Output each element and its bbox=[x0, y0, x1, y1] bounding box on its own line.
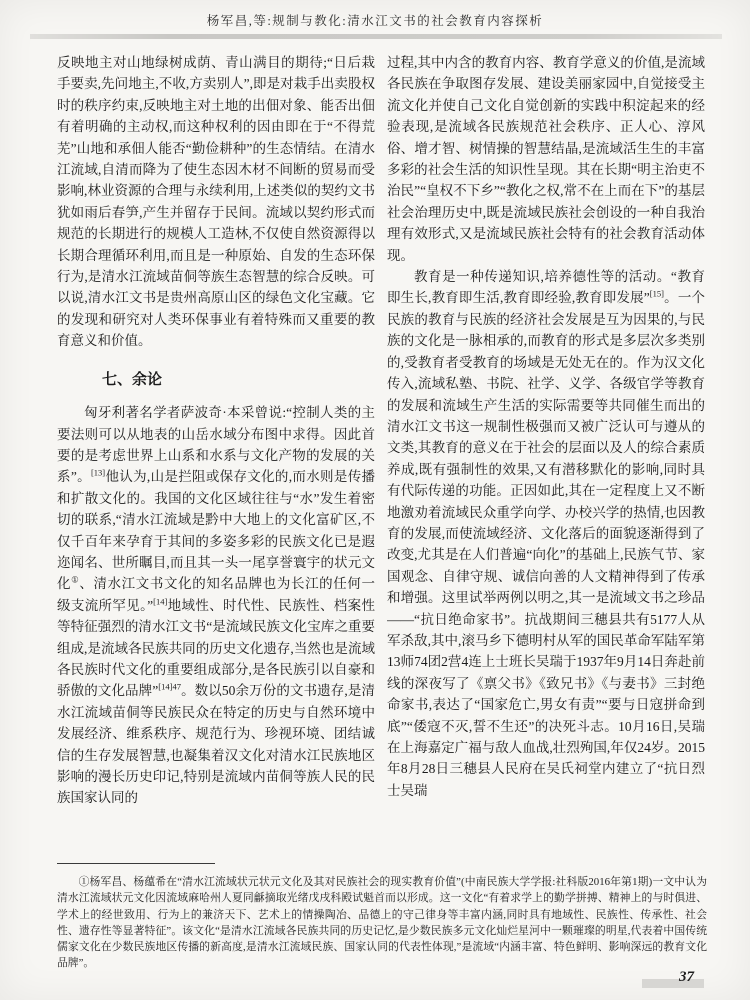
header-rule bbox=[30, 34, 722, 39]
footnote: ①杨军昌、杨蕴希在“清水江流域状元状元文化及其对民族社会的现实教育价值”(中南民族大学学报:社科版2016年第1期)一文中认为清水江流域状元文化因流域麻哈州人夏同龢摘取光绪戊戌科殿试魁首而以形成。这一文化“有着求学上的勤学拼搏、精神上的与时俱进、学术上的经世致用、行为上的兼济天下、艺术上的情操陶冶、品德上的守己律身等丰富内涵,同时具有地域性、民族性、传承性、社会性、遗存性等显著特征”。该文化“是清水江流域各民族共同的历史记忆,是少数民族多元文化灿烂星河中一颗璀璨的明星,代表着中国传统儒家文化在少数民族地区传播的新高度,是清水江流域民族、国家认同的代表性体现,”是流域“内涵丰富、特色鲜明、影响深远的教育文化品牌”。 bbox=[57, 876, 707, 970]
page-number: 37 bbox=[679, 969, 694, 985]
right-column bbox=[387, 52, 705, 876]
page-number-band bbox=[642, 979, 704, 988]
paragraph: 过程,其中内含的教育内容、教育学意义的价值,是流域各民族在争取图存发展、建设美丽家园中,自觉接受主流文化并使自己文化自觉创新的实践中积淀起来的经验表现,是流域各民族规范社会秩序、正人心、淳风俗、增才智、树情操的智慧结晶,是流域活生生的丰富多彩的社会生活的知识性呈现。其在长期“明主治吏不治民”“皇权不下乡”“教化之权,常不在上而在下”的基层社会治理历史中,既是流域民族社会创设的一种自我治理有效形式,又是流域民族社会特有的社会教育活动体现。 bbox=[387, 55, 705, 263]
paragraph: 反映地主对山地绿树成荫、青山满目的期待;“日后栽手要卖,先问地主,不收,方卖别人”,即是对栽手出卖股权时的秩序约束,反映地主对土地的出佃对象、能否出佃有着明确的主动权,而这种权利的因由即在于“不得荒芜”山地和承佃人能否“勤俭耕种”的生态情结。在清水江流域,自清而降为了使生态因木材不间断的贸易而受影响,林业资源的合理与永续利用,上述类似的契约文书犹如雨后春笋,产生并留存于民间。流域以契约形式而规范的长期进行的规模人工造林,不仅使自然资源得以长期合理循环利用,而且是一种原始、自发的生态环保行为,是清水江流域苗侗等族生态智慧的综合反映。可以说,清水江文书是贵州高原山区的绿色文化宝藏。它的发现和研究对人类环保事业有着特殊而又重要的教育意义和价值。 bbox=[57, 55, 375, 349]
section-heading: 七、余论 bbox=[102, 370, 163, 388]
running-header: 杨军昌,等:规制与教化:清水江文书的社会教育内容探析 bbox=[206, 14, 544, 28]
page-footer bbox=[622, 966, 712, 992]
paragraph: 匈牙利著名学者萨波奇·本采曾说:“控制人类的主要法则可以从地表的山岳水域分布图中求得。因此首要的是考虑世界上山系和水系与文化产物的发展的关系”。[13]他认为,山是拦阻或保存文化的,而水则是传播和扩散文化的。我国的文化区域往往与“水”发生着密切的联系,“清水江流域是黔中大地上的文化富矿区,不仅千百年来孕育于其间的多姿多彩的民族文化已是遐迩闻名、世所瞩目,而且其一头一尾享誉寰宇的状元文化①、清水江文书文化的知名品牌也为长江的任何一级支流所罕见。”[14]地域性、时代性、民族性、档案性等特征强烈的清水江文书“是流域民族文化宝库之重要组成,是流域各民族共同的历史文化遗存,当然也是流域各民族时代文化的重要组成部分,是各民族引以自豪和骄傲的文化品牌”$^{[14]47}$。数以50余万份的文书遗存,是清水江流域苗侗等民族民众在特定的历史与自然环境中发展经济、维系秩序、规范行为、珍视环境、团结诚信的生存发展智慧,也凝集着汉文化对清水江民族地区影响的漫长历史印记,特别是流域内苗侗等族人民的民族国家认同的 bbox=[57, 405, 375, 806]
left-column bbox=[57, 52, 375, 840]
paragraph: 教育是一种传递知识,培养德性等的活动。“教育即生长,教育即生活,教育即经验,教育即发展”[15]。一个民族的教育与民族的经济社会发展是互为因果的,与民族的文化是一脉相承的,而教育的形式是多层次多类别的,受教育者受教育的场域是无处无在的。作为汉文化传入,流域私塾、书院、社学、义学、各级官学等教育的发展和流域生产生活的实际需要等共同催生而出的清水江文书这一规制性极强而又被广泛认可与遵从的文类,其教育的意义在于社会的层面以及人的综合素质养成,既有强制性的效果,又有潜移默化的影响,同时具有代际传递的功能。正因如此,其在一定程度上又不断地激劝着流域民众重学向学、办校兴学的热情,也因教育的发展,而使流域经济、文化落后的面貌逐渐得到了改变,尤其是在人们普遍“向化”的基础上,民族气节、家国观念、自律守规、诚信向善的人文精神得到了传承和增强。这里试举两例以明之,其一是流域文书之珍品——“抗日绝命家书”。抗战期间三穗县共有5177人从军杀敌,其中,滚马乡下德明村从军的国民革命军陆军第13师74团2营4连上士班长吴瑞于1937年9月14日奔赴前线的深夜写了《禀父书》《致兄书》《与妻书》三封绝命家书,表达了“国家危亡,男女有责”“要与日寇拼命到底”“倭寇不灭,誓不生还”的决死斗志。10月16日,吴瑞在上海嘉定广福与敌人血战,壮烈殉国,年仅24岁。2015年8月28日三穗县人民府在吴氏祠堂内建立了“抗日烈士吴瑞 bbox=[387, 269, 705, 798]
footnote-separator bbox=[57, 863, 215, 864]
